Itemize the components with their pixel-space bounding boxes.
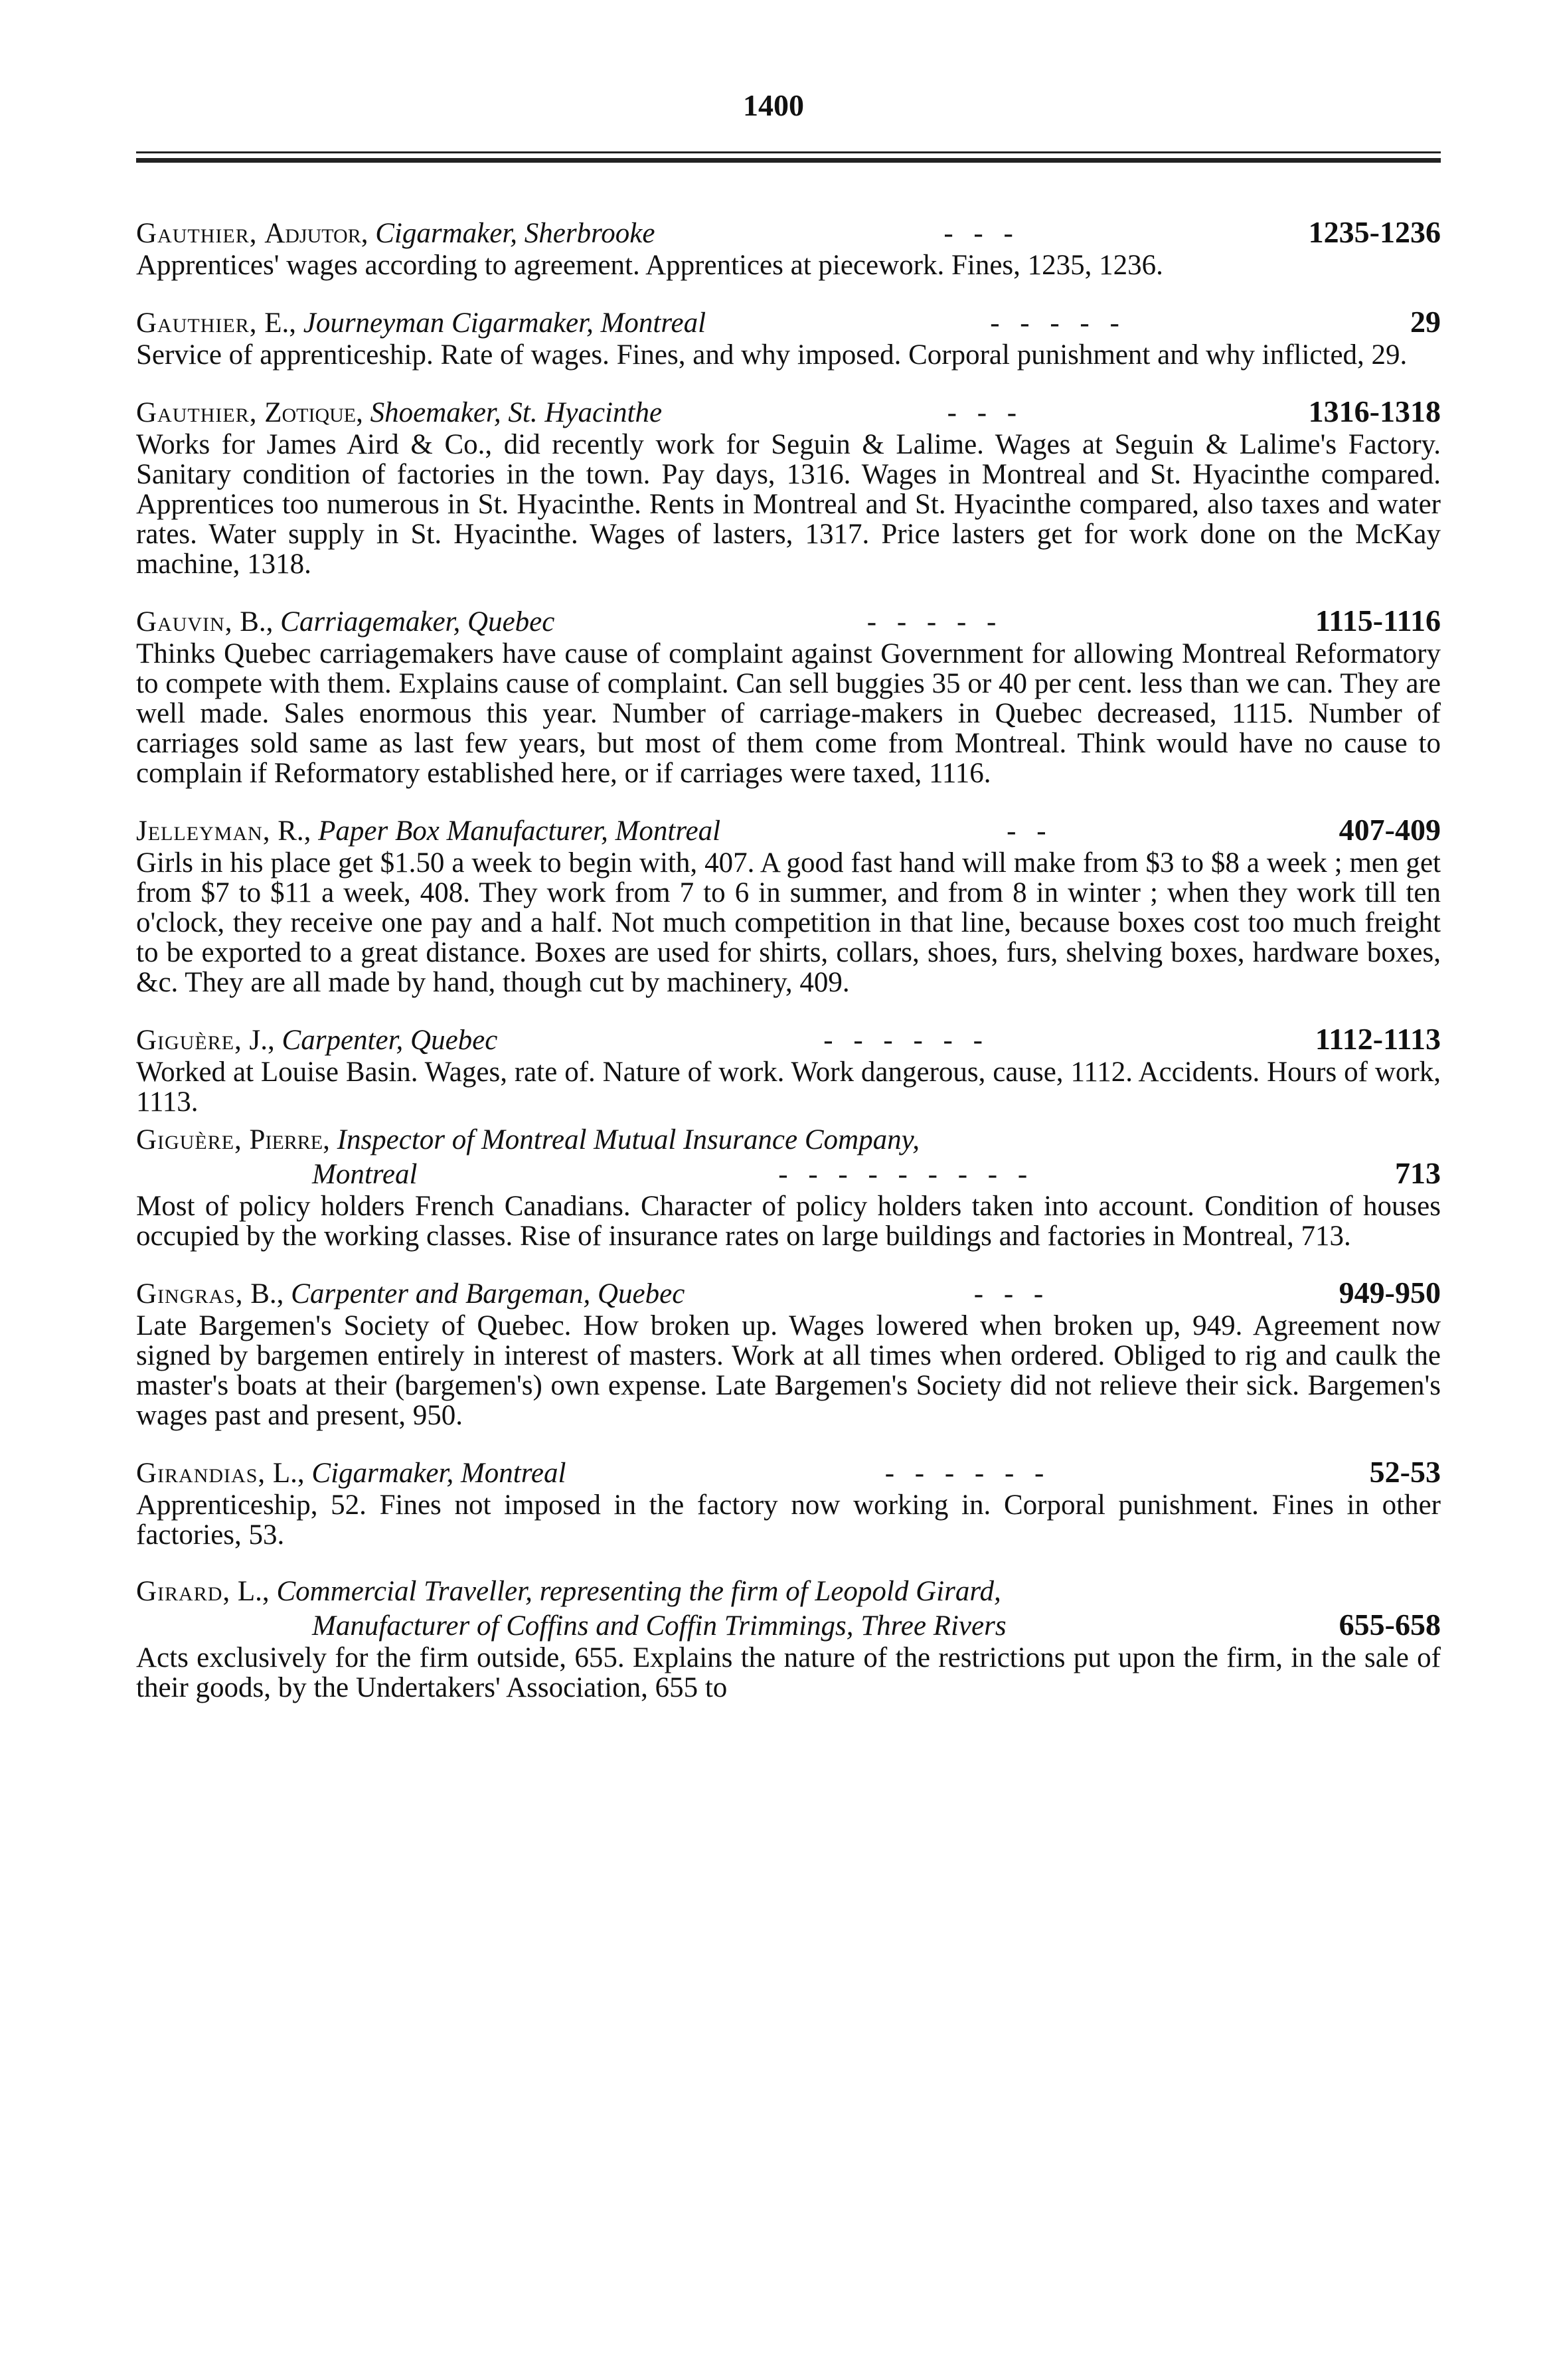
leader-dashes: - - - - - - [823,1025,989,1056]
entry-pages: 655-658 [1339,1608,1441,1642]
entry-surname: Girard, [136,1576,231,1607]
entry-given-name: Pierre, [249,1124,330,1155]
entry-text: Apprentices' wages according to agreement. Apprentices at piecework. Fines, 1235, 1236. [136,250,1163,281]
index-entry [136,216,1441,280]
entry-pages: 949-950 [1339,1276,1441,1310]
entry-surname: Giguère, [136,1025,242,1056]
entry-surname: Girandias, [136,1458,266,1489]
leader-dashes: - - - [943,218,1020,249]
page-number: 1400 [743,88,804,122]
entry-occupation: Carpenter and Bargeman, Quebec [291,1278,685,1310]
entry-given-name: B., [240,606,274,638]
entry-heading [136,1124,1441,1157]
leader-dashes: - - - - - - [884,1458,1051,1489]
entry-heading [136,1456,1441,1490]
header-rule-thick [136,158,1441,163]
entry-given-name: R., [278,815,311,847]
entry-surname: Gauthier, [136,397,258,428]
entry-surname: Giguère, [136,1124,242,1155]
entry-surname: Gauvin, [136,606,233,638]
entry-given-name: E., [264,307,296,339]
index-entry [136,1124,1441,1251]
entry-text: Works for James Aird & Co., did recently work for Seguin & Lalime. Wages at Seguin & Lalime's Factory. Sanitary condition of factories in the town. Pay days, 1316. Wages in Montreal and St. Hyacinthe compared. Apprentices too numerous in St. Hyacinthe. Rents in Montreal and St. Hyacinthe compared, also taxes and water rates. Water supply in St. Hyacinthe. Wages of lasters, 1317. Price lasters get for work done on the McKay machine, 1318. [136,429,1441,580]
entry-pages: 52-53 [1369,1455,1441,1489]
index-entry [136,1276,1441,1430]
entry-surname: Gingras, [136,1278,244,1310]
entry-heading [136,813,1441,848]
entry-occupation: Commercial Traveller, representing the firm of Leopold Girard, [276,1576,1001,1607]
entry-text: Thinks Quebec carriagemakers have cause of complaint against Government for allowing Montreal Reformatory to compete with them. Explains cause of complaint. Can sell buggies 35 or 40 per cent. less than we can. They are well made. Sales enormous this year. Number of carriage-makers in Quebec decreased, 1115. Number of carriages sold same as last few years, but most of them come from Montreal. Think would have no cause to complain if Reformatory established here, or if carriages were taxed, 1116. [136,638,1441,789]
entry-heading [136,305,1441,340]
entry-pages: 713 [1395,1156,1441,1190]
entry-surname: Jelleyman, [136,815,271,847]
entry-heading [136,604,1441,639]
index-entry [136,813,1441,997]
index-entry [136,395,1441,579]
leader-dashes: - - - - - [990,307,1126,339]
entry-occupation: Cigarmaker, Montreal [311,1458,566,1489]
index-entry [136,1456,1441,1550]
index-body [136,216,1441,1728]
index-entry [136,604,1441,788]
leader-dashes: - - - - - [866,606,1003,638]
entry-text: Most of policy holders French Canadians. Character of policy holders taken into account. Condition of houses occupied by the working classes. Rise of insurance rates on large buildings and factories in Montreal, 713. [136,1191,1441,1252]
entry-pages: 407-409 [1339,813,1441,847]
entry-text: Late Bargemen's Society of Quebec. How broken up. Wages lowered when broken up, 949. Agreement now signed by bargemen entirely in interest of masters. Work at all times when ordered. Obliged to rig and caulk the master's boats at their (bargemen's) own expense. Late Bargemen's Society did not relieve their sick. Bargemen's wages past and present, 950. [136,1310,1441,1431]
leader-dashes: - - - - - - - - - [778,1159,1034,1190]
index-entry [136,305,1441,370]
entry-occupation-line-2: Manufacturer of Coffins and Coffin Trimmings, Three Rivers [312,1610,1007,1642]
entry-text: Apprenticeship, 52. Fines not imposed in the factory now working in. Corporal punishment. Fines in other factories, 53. [136,1489,1441,1551]
entry-given-name: J., [249,1025,275,1056]
leader-dashes: - - - [973,1278,1050,1310]
entry-occupation: Cigarmaker, Sherbrooke [375,218,655,249]
entry-text: Worked at Louise Basin. Wages, rate of. Nature of work. Work dangerous, cause, 1112. Accidents. Hours of work, 1113. [136,1057,1441,1118]
entry-occupation: Shoemaker, St. Hyacinthe [370,397,663,428]
entry-pages: 1112-1113 [1315,1022,1441,1056]
entry-text: Service of apprenticeship. Rate of wages. Fines, and why imposed. Corporal punishment and why inflicted, 29. [136,339,1408,371]
entry-occupation: Inspector of Montreal Mutual Insurance Company, [337,1124,920,1155]
entry-text: Acts exclusively for the firm outside, 655. Explains the nature of the restrictions put upon the firm, in the sale of their goods, by the Undertakers' Association, 655 to [136,1642,1441,1703]
entry-given-name: Zotique, [264,397,363,428]
entry-given-name: B., [250,1278,284,1310]
entry-occupation: Carriagemaker, Quebec [280,606,555,638]
entry-surname: Gauthier, [136,307,258,339]
entry-heading [136,1575,1441,1608]
entry-occupation: Carpenter, Quebec [282,1025,498,1056]
leader-dashes: - - [1007,815,1053,847]
index-entry [136,1023,1441,1117]
entry-pages: 1235-1236 [1308,215,1441,249]
entry-heading [136,1276,1441,1311]
entry-given-name: Adjutor, [264,218,368,249]
entry-heading [136,216,1441,250]
entry-heading [136,1023,1441,1057]
entry-heading-continued [136,1608,1441,1643]
index-entry [136,1575,1441,1703]
entry-heading [136,395,1441,430]
entry-heading-continued [136,1157,1441,1191]
entry-given-name: L., [272,1458,305,1489]
entry-occupation: Journeyman Cigarmaker, Montreal [303,307,706,339]
entry-pages: 1115-1116 [1315,604,1441,638]
entry-surname: Gauthier, [136,218,258,249]
leader-dashes: - - - [947,397,1024,428]
entry-occupation: Paper Box Manufacturer, Montreal [318,815,721,847]
header-rule-thin [136,151,1441,153]
entry-given-name: L., [237,1576,270,1607]
entry-pages: 29 [1410,305,1441,339]
entry-pages: 1316-1318 [1308,394,1441,428]
entry-text: Girls in his place get $1.50 a week to begin with, 407. A good fast hand will make from $3 to $8 a week ; men get from $7 to $11 a week, 408. They work from 7 to 6 in summer, and from 8 in winter ; when they work till ten o'clock, they receive one pay and a half. Not much competition in that line, because boxes cost too much freight to be exported to a great distance. Boxes are used for shirts, collars, shoes, furs, shelving boxes, hardware boxes, &c. They are all made by hand, though cut by machinery, 409. [136,847,1441,998]
entry-occupation-line-2: Montreal [312,1159,418,1190]
